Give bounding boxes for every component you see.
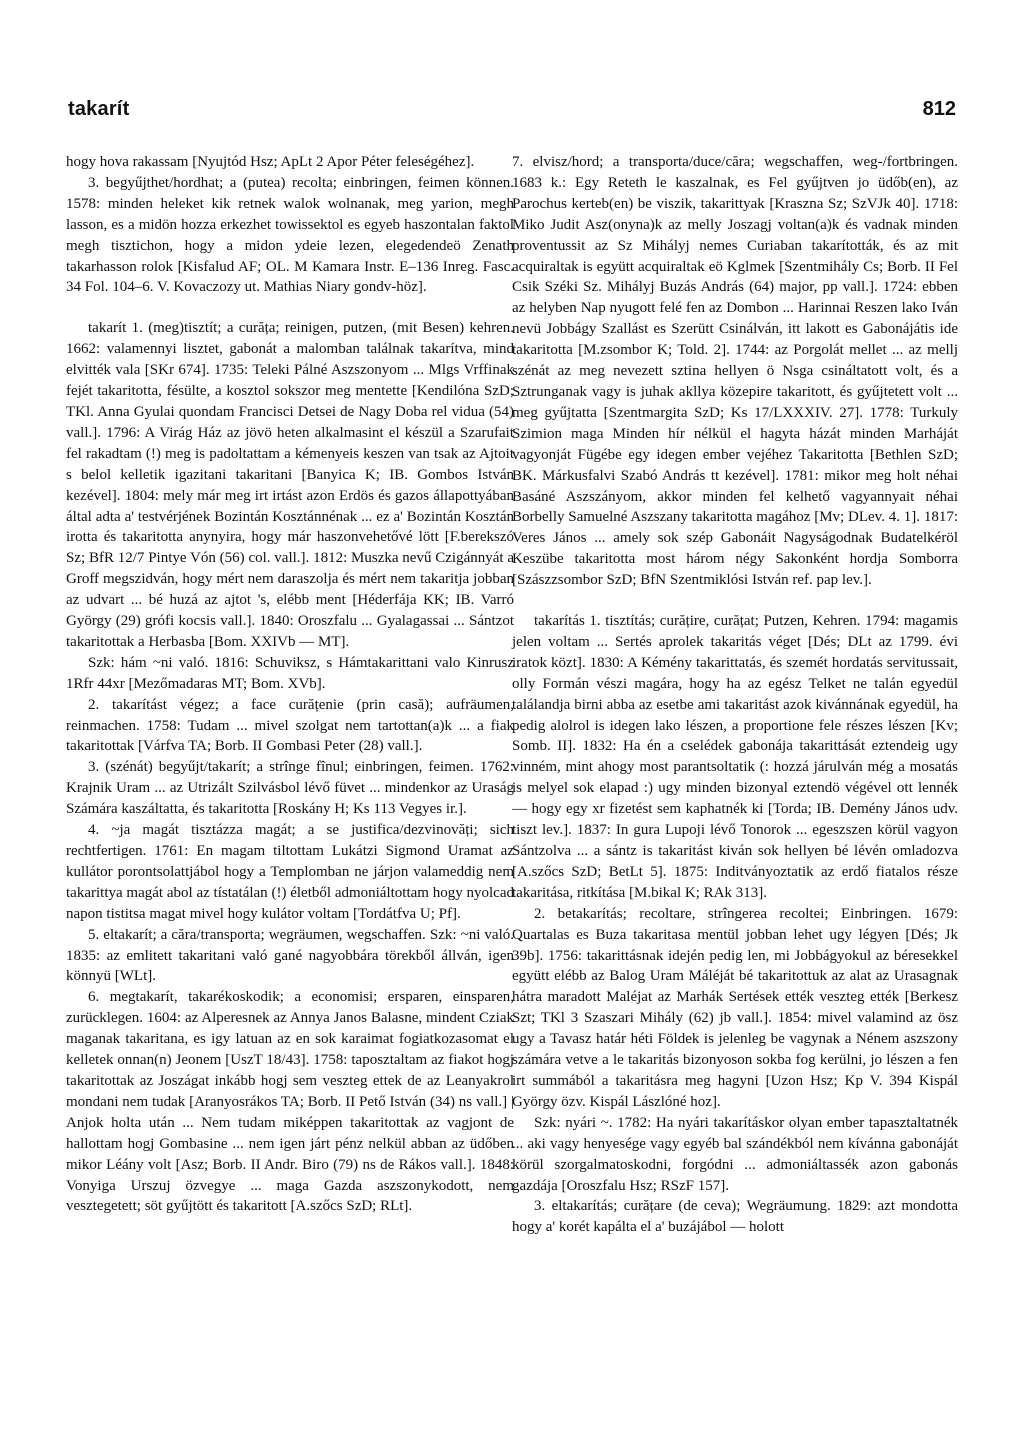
paragraph: 2. takarítást végez; a face curățenie (prin casă); aufräumen, reinmachen. 1758: Tudam ... mivel szolgat nem tartottan(a)k ... a fiak takaritottak [Várfva TA; Borb. II Gombasi Peter (28) vall.]. bbox=[66, 696, 514, 755]
paragraph: Szk: nyári ~. 1782: Ha nyári takarításkor olyan ember tapasztaltatnék ... aki vagy henyesége vagy egyéb bal szándékból nem kívánna gabonáját körül szorgalmatoskodni, forgódni ... admoniáltassék azon gabonás gazdája [Oroszfalu Hsz; RSzF 157]. bbox=[512, 1114, 958, 1194]
paragraph: hogy hova rakassam [Nyujtód Hsz; ApLt 2 Apor Péter feleségéhez]. bbox=[66, 154, 475, 170]
page-header bbox=[68, 98, 956, 130]
page-number: 812 bbox=[922, 98, 956, 120]
paragraph: 5. eltakarít; a căra/transporta; wegräumen, wegschaffen. Szk: ~ni való. 1835: az emlitett takaritani való gané nagyobbára törekből állván, igen könnyü [WLt]. bbox=[66, 926, 514, 985]
paragraph: 3. begyűjthet/hordhat; a (putea) recolta; einbringen, feimen können. 1578: minden heleket kik retnek walok wolnanak, meg yarion, megh lasson, es a midön hozza erkezhet towissektol es egyeb haszontalan faktol megh tisztichon, hogy a midon ydeie lezen, elegedendeö Zenath takarhasson rolok [Kisfalud AF; OL. M Kamara Instr. E–136 Inreg. Fasc. 34 Fol. 104–6. V. Kovaczozy ut. Mathias Niary gondv-höz]. bbox=[66, 174, 514, 296]
paragraph: 4. ~ja magát tisztázza magát; a se justifica/dezvinovăți; sich rechtfertigen. 1761: En magam tiltottam Lukátzi Sigmond Uramat az kullátor porontsolattjábol hogy a Templomban ne járjon valameddig nem takarittya magát abol az tístatálan (!) életből admoniáltottam hogy nyolcad napon tistitsa magat mivel hogy kulátor voltam [Tordátfva U; Pf]. bbox=[66, 822, 514, 922]
left-column bbox=[66, 152, 514, 1217]
paragraph: 7. elvisz/hord; a transporta/duce/căra; wegschaffen, weg-/fortbringen. 1683 k.: Egy Reteth le kaszalnak, es Fel gyűjtven jo üdőb(en), az Parochus kerteb(en) be viszik, takarittyak [Kraszna Sz; SzVJk 40]. 1718: Miko Judit Asz(onyna)k az melly Joszagj voltan(a)k és vadnak minden proventussit az Sz Mihályj nemes Curiaban takarították, és az mit acquiraltak is együtt acquiraltak eö Kglmek [Szentmihály Cs; Borb. II Fel Csik Széki Sz. Mihályj Buzás András (64) major, pp vall.]. 1724: ebben az helyben Nap nyugott felé fen az Dombon ... Harinnai Reszen lako Iván nevü Jobbágy Szallást es Szerütt Csinálván, itt lakott es Gabonájátis ide takaritotta [M.zsombor K; Told. 2]. 1744: az Porgolát mellet ... az mellj szénát az meg nevezett sztina hellyen ö Nsga csináltatott volt, és a Sztrunganak vagy is juhak akllya közepire takaritott, és gyűjtetett volt ... meg gyűjtatta [Szentmargita SzD; Ks 17/LXXXIV. 27]. 1778: Turkuly Szimion maga Minden hír nélkül el hagyta házát minden Marháját vagyonját Fügébe egy idegen ember vejéhez Takaritotta [Bethlen SzD; BK. Márkusfalvi Szabó András tt kezével]. 1781: mikor meg holt néhai Basáné Aszszányom, akkor minden fel kelhető vagyannyait néhai Borbelly Samuelné Aszszany takaritotta magához [Mv; DLev. 4. 1]. 1817: Veres János ... amely sok szép Gabonáit Nagyságodnak Budatelkéröl Keszübe takaritotta most három négy Sakonként hordja Somborra [Szászzsombor SzD; BfN Szentmiklósi István ref. pap lev.]. bbox=[512, 154, 958, 589]
paragraph: 3. eltakarítás; curățare (de ceva); Wegräumung. 1829: azt mondotta hogy a' korét kapálta el a' buzájábol — holott bbox=[512, 1198, 958, 1236]
entry-paragraph: takarítás 1. tisztítás; curățire, curățat; Putzen, Kehren. 1794: magamis jelen voltam ... Sertés aprolek takaritás véget [Dés; DLt az 1799. évi iratok közt]. 1830: A Kémény takarittatás, és szemét hordatás servitussait, olly Formán vészi magára, hogy ha az egész Telket ne talán egyedül találandja birni abba az esetbe ami takaritást azok kivánnának egyedül, ha pedig alolrol is idegen lako lészen, a proportione fele részes lészen [Kv; Somb. II]. 1832: Ha én a cselédek gabonája takarittását eztendeig ugy vinném, mint ahogy most parantsoltatik (: hozzá járulván még a mosatás is melyel sok elapad :) ugy minden bizonyal eztendö végével ott lennék — hogy egy xr fizetést sem kaphatnék ki [Torda; IB. Demény János udv. tiszt lev.]. 1837: In gura Lupoji lévő Tonorok ... egeszszen körül vagyon Sántzolva ... a sántz is takaritást kiván sok hellyen bé lévén omladozva [A.szőcs SzD; BetLt 5]. 1875: Inditványoztatik az erdő fiatalos része takaritása, ritkítása [M.bikal K; RAk 313]. bbox=[512, 613, 958, 901]
paragraph: 6. megtakarít, takarékoskodik; a economisi; ersparen, einsparen, zurücklegen. 1604: az Alperesnek az Annya Janos Balasne, mindent Cziak maganak takaritana, es igy latuan az en sok karaimat fogiatkozasomat el kelletek onnan(n) Jeonem [UszT 18/43]. 1758: taposztaltam az fiakot hogj takaritottak az Joszágat inkább hogj sem veszteg ettek de az Leanyakrol mondani nem tudak [Aranyosrákos TA; Borb. II Pető István (34) ns vall.] | Anjok holta után ... Nem tudam miképpen takaritottak az vagjont de hallottam hogj Gombasine ... nem igen járt pénz nelkül abban az üdőben mikor Léány volt [Asz; Borb. II Andr. Biro (79) ns de Rákos vall.]. 1848: Vonyiga Urszuj özvegye ... maga Gazda aszszonykodott, nem vesztegetett; söt gyűjtött és takaritott [A.szőcs SzD; RLt]. bbox=[66, 989, 514, 1215]
paragraph: 3. (szénát) begyűjt/takarít; a strînge fînul; einbringen, feimen. 1762: Krajnik Uram ... az Utrizált Szilvásbol lévő füvet ... mindenkor az Uraság Számára kaszáltatta, és takaritotta [Roskány H; Ks 113 Vegyes ir.]. bbox=[66, 759, 514, 818]
running-headword: takarít bbox=[68, 98, 130, 120]
entry-paragraph: takarít 1. (meg)tisztít; a curăța; reinigen, putzen, (mit Besen) kehren. 1662: valamennyi lisztet, gabonát a malomban találnak takarítva, mind elvitték vala [SKr 674]. 1735: Teleki Pálné Aszszonyom ... Mlgs Vrffinak fejét takaritotta, fésülte, a kosztol sokszor meg mentette [Kendilóna SzD; TKl. Anna Gyulai quondam Francisci Detsei de Nagy Doba rel vidua (54) vall.]. 1796: A Virág Ház az jövö heten alkalmasint el készül a Szarufait fel rakadtam (!) meg is padoltattam a kémenyeis keszen van tsak az Ajtoit s belol kelletik igazitani takaritani [Banyica K; IB. Gombos István kezével]. 1804: mely már meg irt irtást azon Erdös és gazos állapottyában által adta a' testvérjének Bozintán Kosztánnénak ... ez a' Bozintán Kosztán irotta és takaritotta anynyira, hogy már haszonvehetővé lött [F.berekszó Sz; BfR 12/7 Pintye Vón (56) col. vall.]. 1812: Muszka nevű Czigánnyát a Groff megszidván, hogy mért nem daraszolja és mért nem takaritja jobban az udvart ... bé huzá az ajtot 's, elébb ment [Héderfája KK; IB. Varró György (29) grófi kocsis vall.]. 1840: Oroszfalu ... Gyalagassai ... Sántzot takaritottak a Herbasba [Bom. XXIVb — MT]. bbox=[66, 320, 514, 650]
right-column bbox=[512, 152, 958, 1238]
paragraph: Szk: hám ~ni való. 1816: Schuviksz, s Hámtakarittani valo Kinrusz 1Rfr 44xr [Mezőmadaras MT; Bom. XVb]. bbox=[66, 654, 514, 692]
paragraph: 2. betakarítás; recoltare, strîngerea recoltei; Einbringen. 1679: Quartalas es Buza takaritasa mentül jobban lehet ugy légyen [Dés; Jk 39b]. 1756: takarittásnak idején pedig len, mi Jobbágyokul az béresekkel együtt elébb az Balog Uram Máléját bé takaritottuk az alat az Urasagnak hátra maradott Maléjat az Marhák Sertések ették veszteg ették [Berkesz Szt; TKl 3 Szaszari Mihály (62) jb vall.]. 1854: mivel valamind az ösz ugy a Tavasz határ héti Földek is jelenleg be vagynak a Nénem aszszony számára vetve a le takaritás bizonyoson sokba fog kerülni, jo lészen a fen irt summából a takaritásra meg hagyni [Uzon Hsz; Kp V. 394 Kispál György özv. Kispál Lászlóné hoz]. bbox=[512, 905, 958, 1110]
